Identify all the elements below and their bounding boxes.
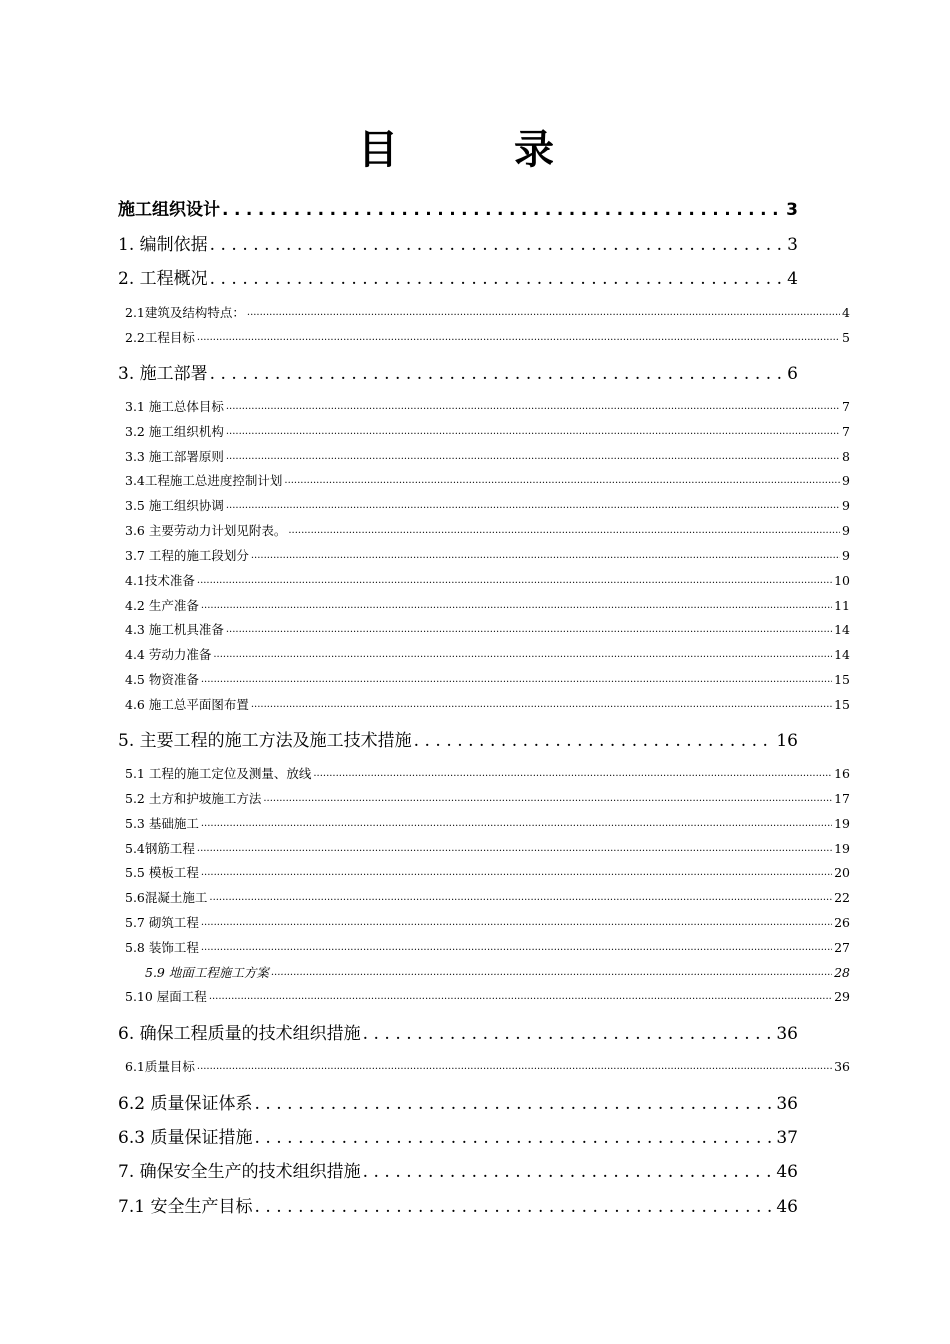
toc-entry-label: 4.2 生产准备 [125, 598, 199, 613]
toc-entry-label: 5.8 装饰工程 [125, 940, 199, 955]
toc-entry[interactable] [125, 398, 850, 416]
toc-leader-dots [247, 304, 840, 322]
toc-entry-page: 5 [842, 330, 850, 345]
toc-leader-dots [271, 964, 832, 982]
toc-entry[interactable] [125, 497, 850, 515]
toc-leader-dots [254, 1195, 774, 1219]
toc-entry-label: 3.2 施工组织机构 [125, 424, 224, 439]
toc-entry-label: 6.3 质量保证措施 [118, 1128, 253, 1148]
toc-entry-label: 5.4钢筋工程 [125, 841, 195, 856]
toc-entry-label: 5.10 屋面工程 [125, 989, 207, 1004]
toc-entry-page: 27 [834, 940, 850, 955]
toc-leader-dots [201, 815, 832, 833]
toc-leader-dots [251, 696, 832, 714]
toc-entry-label: 4.1技术准备 [125, 573, 195, 588]
toc-leader-dots [197, 329, 840, 347]
toc-entry[interactable] [125, 815, 850, 833]
toc-entry[interactable] [125, 864, 850, 882]
toc-leader-dots [226, 423, 840, 441]
toc-entry-label: 6.1质量目标 [125, 1059, 195, 1074]
toc-leader-dots [226, 448, 840, 466]
toc-entry[interactable] [125, 765, 850, 783]
toc-entry-page: 17 [834, 791, 850, 806]
toc-leader-dots [213, 646, 832, 664]
toc-entry[interactable] [125, 423, 850, 441]
toc-leader-dots [363, 1022, 775, 1046]
toc-leader-dots [288, 522, 840, 540]
toc-entry-page: 29 [834, 989, 850, 1004]
toc-entry[interactable] [125, 939, 850, 957]
toc-entry[interactable] [125, 329, 850, 347]
toc-entry-label: 7. 确保安全生产的技术组织措施 [118, 1162, 361, 1182]
toc-entry-page: 16 [834, 766, 850, 781]
toc-entry[interactable] [125, 914, 850, 932]
toc-entry[interactable] [125, 621, 850, 639]
toc-leader-dots [201, 914, 832, 932]
toc-entry-page: 22 [834, 890, 850, 905]
toc-entry[interactable] [118, 1160, 798, 1184]
toc-entry[interactable] [125, 671, 850, 689]
toc-entry-page: 9 [842, 473, 850, 488]
toc-entry[interactable] [125, 522, 850, 540]
toc-entry[interactable] [125, 472, 850, 490]
toc-entry[interactable] [118, 1126, 798, 1150]
toc-leader-dots [209, 889, 832, 907]
toc-entry-label: 6.2 质量保证体系 [118, 1094, 253, 1114]
toc-entry-page: 9 [842, 523, 850, 538]
toc-leader-dots [209, 988, 832, 1006]
toc-entry-page: 16 [776, 731, 798, 751]
toc-entry-page: 9 [842, 548, 850, 563]
toc-entry[interactable] [118, 729, 798, 753]
toc-entry-label: 5.7 砌筑工程 [125, 915, 199, 930]
toc-leader-dots [197, 840, 832, 858]
toc-entry-page: 26 [834, 915, 850, 930]
toc-entry-page: 4 [787, 269, 798, 289]
toc-entry-page: 15 [834, 672, 850, 687]
toc-leader-dots [210, 362, 786, 386]
toc-entry-page: 15 [834, 697, 850, 712]
toc-leader-dots [226, 398, 840, 416]
toc-entry-label: 5.6混凝土施工 [125, 890, 208, 905]
toc-entry-page: 6 [787, 364, 798, 384]
toc-entry-page: 46 [776, 1197, 798, 1217]
toc-entry-label: 施工组织设计 [118, 200, 220, 220]
toc-leader-dots [263, 790, 832, 808]
toc-entry-page: 36 [776, 1024, 798, 1044]
toc-entry-label: 3.7 工程的施工段划分 [125, 548, 249, 563]
toc-entry[interactable] [145, 964, 850, 982]
toc-leader-dots [251, 547, 840, 565]
toc-entry-label: 2.1建筑及结构特点： [125, 305, 245, 320]
toc-entry-page: 14 [834, 647, 850, 662]
toc-entry-label: 5.3 基础施工 [125, 816, 199, 831]
toc-leader-dots [226, 621, 832, 639]
toc-leader-dots [284, 472, 840, 490]
toc-entry[interactable] [118, 198, 798, 222]
toc-entry[interactable] [118, 362, 798, 386]
toc-entry[interactable] [125, 790, 850, 808]
toc-entry-page: 28 [834, 965, 850, 980]
toc-entry-page: 10 [834, 573, 850, 588]
toc-entry-page: 4 [842, 305, 850, 320]
toc-entry-label: 3.4工程施工总进度控制计划 [125, 473, 283, 488]
toc-entry-label: 3.6 主要劳动力计划见附表。 [125, 523, 287, 538]
toc-entry-label: 1. 编制依据 [118, 235, 208, 255]
toc-entry-label: 5.2 土方和护坡施工方法 [125, 791, 262, 806]
toc-entry[interactable] [125, 696, 850, 714]
toc-entry[interactable] [125, 988, 850, 1006]
toc-leader-dots [201, 939, 832, 957]
toc-entry[interactable] [118, 1092, 798, 1116]
toc-entry[interactable] [125, 448, 850, 466]
toc-entry-page: 36 [834, 1059, 850, 1074]
toc-entry[interactable] [125, 646, 850, 664]
toc-leader-dots [254, 1126, 774, 1150]
toc-entry-label: 4.5 物资准备 [125, 672, 199, 687]
toc-entry[interactable] [118, 267, 798, 291]
toc-leader-dots [254, 1092, 774, 1116]
toc-entry[interactable] [118, 1195, 798, 1219]
toc-entry[interactable] [125, 572, 850, 590]
toc-entry-page: 19 [834, 841, 850, 856]
toc-entry-page: 7 [842, 399, 850, 414]
toc-entry[interactable] [125, 1058, 850, 1076]
toc-entry-label: 3. 施工部署 [118, 364, 208, 384]
toc-entry[interactable] [125, 597, 850, 615]
toc-leader-dots [313, 765, 832, 783]
toc-leader-dots [201, 597, 832, 615]
toc-entry-page: 3 [786, 200, 798, 220]
toc-entry[interactable] [118, 233, 798, 257]
toc-leader-dots [201, 671, 832, 689]
toc-entry-label: 7.1 安全生产目标 [118, 1197, 253, 1217]
toc-entry[interactable] [125, 889, 850, 907]
toc-entry-page: 9 [842, 498, 850, 513]
toc-entry[interactable] [125, 840, 850, 858]
toc-leader-dots [226, 497, 840, 515]
toc-entry-label: 4.4 劳动力准备 [125, 647, 212, 662]
toc-entry-label: 3.3 施工部署原则 [125, 449, 224, 464]
toc-entry-page: 20 [834, 865, 850, 880]
toc-entry-page: 19 [834, 816, 850, 831]
toc-entry-label: 4.3 施工机具准备 [125, 622, 224, 637]
toc-entry-label: 5.1 工程的施工定位及测量、放线 [125, 766, 312, 781]
toc-entry-label: 2. 工程概况 [118, 269, 208, 289]
toc-entry[interactable] [125, 547, 850, 565]
toc-entry-page: 11 [834, 598, 850, 613]
toc-entry-label: 3.5 施工组织协调 [125, 498, 224, 513]
toc-entry-page: 46 [776, 1162, 798, 1182]
toc-leader-dots [363, 1160, 775, 1184]
toc-entry-label: 5. 主要工程的施工方法及施工技术措施 [118, 731, 412, 751]
toc-leader-dots [197, 1058, 832, 1076]
toc-leader-dots [222, 198, 784, 222]
toc-leader-dots [210, 233, 786, 257]
page-title: 目 录 [358, 127, 592, 173]
toc-entry-label: 5.5 模板工程 [125, 865, 199, 880]
toc-leader-dots [197, 572, 832, 590]
toc-leader-dots [201, 864, 832, 882]
toc-leader-dots [414, 729, 775, 753]
toc-entry-page: 7 [842, 424, 850, 439]
toc-entry-page: 36 [776, 1094, 798, 1114]
toc-entry-page: 8 [842, 449, 850, 464]
toc-entry-page: 14 [834, 622, 850, 637]
toc-entry-label: 5.9 地面工程施工方案 [145, 965, 269, 980]
toc-entry-page: 3 [787, 235, 798, 255]
toc-entry[interactable] [125, 304, 850, 322]
toc-leader-dots [210, 267, 786, 291]
toc-entry-label: 2.2工程目标 [125, 330, 195, 345]
toc-entry-label: 6. 确保工程质量的技术组织措施 [118, 1024, 361, 1044]
toc-entry-page: 37 [776, 1128, 798, 1148]
toc-entry-label: 4.6 施工总平面图布置 [125, 697, 249, 712]
toc-entry-label: 3.1 施工总体目标 [125, 399, 224, 414]
toc-entry[interactable] [118, 1022, 798, 1046]
